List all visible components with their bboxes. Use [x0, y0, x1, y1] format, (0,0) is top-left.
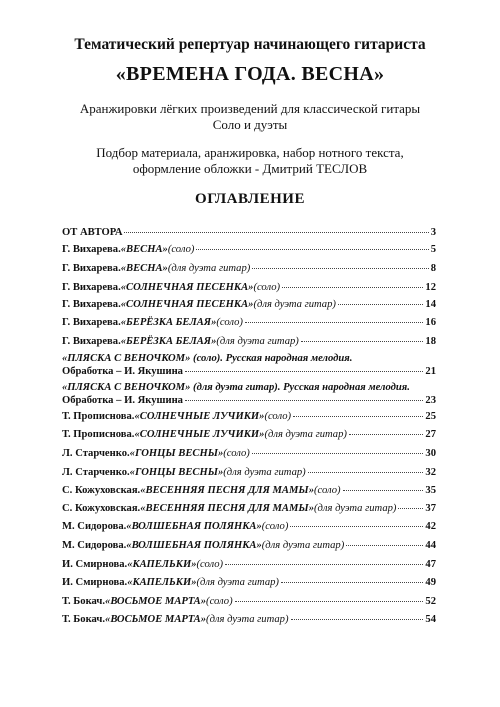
dot-leader [281, 582, 423, 583]
toc-arranger: Обработка – И. Якушина [62, 395, 183, 406]
dot-leader [185, 400, 423, 401]
dot-leader [185, 371, 423, 372]
toc-entry-line [62, 281, 436, 294]
toc-author: Г. Вихарева. [62, 244, 121, 255]
toc-entry [62, 502, 436, 515]
toc-title: «ВОСЬМОЕ МАРТА» [105, 614, 207, 625]
toc-page-number: 37 [425, 503, 436, 514]
toc-entry [62, 316, 436, 329]
toc-page-number: 49 [425, 577, 436, 588]
toc-title: «ВОЛШЕБНАЯ ПОЛЯНКА» [126, 521, 262, 532]
toc-page-number: 32 [425, 467, 436, 478]
toc-entry-line [62, 520, 436, 533]
collection-subtitle: Тематический репертуар начинающего гитариста [74, 36, 426, 53]
toc-title: «КАПЕЛЬКИ» [127, 577, 197, 588]
toc-page-number: 44 [425, 540, 436, 551]
toc-entry-line [62, 428, 436, 441]
toc-author: Т. Прописнова. [62, 429, 135, 440]
toc-page-number: 8 [430, 263, 436, 274]
toc-author: Г. Вихарева. [62, 336, 121, 347]
toc-page-number: 42 [425, 521, 436, 532]
toc-author: Т. Бокач. [62, 614, 106, 625]
toc-note: (для дуэта гитар) [264, 429, 347, 440]
toc-entry [62, 410, 436, 423]
toc-note: (соло) [253, 282, 281, 293]
dot-leader [252, 268, 428, 269]
toc-entry [62, 335, 436, 348]
toc-page-number: 30 [425, 448, 436, 459]
toc-entry-line [62, 381, 436, 394]
toc-entry-line [62, 502, 436, 515]
toc-author: Л. Старченко. [62, 467, 130, 478]
dot-leader [343, 490, 424, 491]
toc-entry-line [62, 335, 436, 348]
toc-note: (соло) [206, 596, 233, 607]
toc-entry [62, 558, 436, 571]
toc-page-number: 16 [425, 317, 436, 328]
toc-entry-line [62, 262, 436, 275]
toc-title: «ВЕСНА» [120, 244, 168, 255]
toc-note: (для дуэта гитар) [253, 299, 336, 310]
toc-page-number: 52 [425, 596, 436, 607]
toc-author: Г. Вихарева. [62, 282, 121, 293]
toc-note: (соло). Русская народная мелодия. [190, 353, 353, 364]
toc-author: С. Кожуховская. [62, 485, 141, 496]
toc-title: «БЕРЁЗКА БЕЛАЯ» [120, 336, 217, 347]
toc-note: (для дуэта гитар) [261, 540, 345, 551]
toc-entry-line [62, 595, 436, 608]
toc-note: (для дуэта гитар). Русская народная мелодия. [190, 382, 410, 393]
toc-entry [62, 352, 436, 378]
toc-entry [62, 520, 436, 533]
toc-note: (для дуэта гитар) [223, 467, 306, 478]
toc-page-number: 5 [430, 244, 436, 255]
toc-entry-line [62, 410, 436, 423]
dot-leader [346, 545, 423, 546]
toc-entry [62, 243, 436, 256]
dot-leader [349, 434, 424, 435]
toc-page-number: 54 [425, 614, 436, 625]
toc-title: «СОЛНЕЧНЫЕ ЛУЧИКИ» [134, 411, 265, 422]
toc-entry-line [62, 226, 436, 239]
toc-title: «ВОЛШЕБНАЯ ПОЛЯНКА» [126, 540, 262, 551]
toc-note: (соло) [314, 485, 341, 496]
toc-author: Л. Старченко. [62, 448, 130, 459]
toc-note: (для дуэта гитар) [167, 263, 251, 274]
toc-page-number: 3 [430, 227, 436, 238]
dot-leader [291, 619, 424, 620]
toc-page-number: 47 [425, 559, 436, 570]
toc-note: (соло) [216, 317, 243, 328]
toc-author: М. Сидорова. [62, 521, 127, 532]
toc-note: (для дуэта гитар) [314, 503, 397, 514]
book-title: «ВРЕМЕНА ГОДА. ВЕСНА» [115, 63, 385, 85]
description-line-2: Соло и дуэты [212, 117, 288, 132]
toc-title: «БЕРЁЗКА БЕЛАЯ» [120, 317, 217, 328]
toc-author: М. Сидорова. [62, 540, 127, 551]
toc-note: (для дуэта гитар) [216, 336, 299, 347]
toc-author: Т. Бокач. [62, 596, 106, 607]
toc-page-number: 25 [425, 411, 436, 422]
dot-leader [124, 232, 428, 233]
toc-entry [62, 262, 436, 275]
toc-entry [62, 281, 436, 294]
toc-author: С. Кожуховская. [62, 503, 141, 514]
toc-title: «СОЛНЕЧНАЯ ПЕСЕНКА» [120, 299, 254, 310]
toc-title: «ПЛЯСКА С ВЕНОЧКОМ» [62, 353, 191, 364]
toc-entry [62, 381, 436, 407]
dot-leader [235, 601, 424, 602]
toc-arranger: Обработка – И. Якушина [62, 366, 183, 377]
toc-page-number: 12 [425, 282, 436, 293]
toc-entry-line [62, 539, 436, 552]
toc-author: Т. Прописнова. [62, 411, 135, 422]
toc-author: И. Смирнова. [62, 577, 128, 588]
toc-title: «ГОНЦЫ ВЕСНЫ» [129, 448, 224, 459]
toc-title: «ВЕСНА» [120, 263, 168, 274]
toc-author: Г. Вихарева. [62, 299, 121, 310]
dot-leader [225, 564, 423, 565]
toc-entry-line [62, 558, 436, 571]
toc-page-number: 35 [425, 485, 436, 496]
toc-author: ОТ АВТОРА [62, 227, 123, 238]
toc-entry-line [62, 447, 436, 460]
toc-entry [62, 428, 436, 441]
dot-leader [290, 526, 423, 527]
dot-leader [301, 341, 424, 342]
toc-note: (соло) [196, 559, 224, 570]
toc-entry-line [62, 243, 436, 256]
toc-page-number: 21 [425, 366, 436, 377]
toc-page-number: 18 [425, 336, 436, 347]
toc-author: И. Смирнова. [62, 559, 128, 570]
toc-page-number: 27 [425, 429, 436, 440]
dot-leader [293, 416, 423, 417]
toc-note: (для дуэта гитар) [196, 577, 279, 588]
toc-entry-line [62, 365, 436, 378]
toc-entry [62, 595, 436, 608]
toc-note: (соло) [264, 411, 292, 422]
dot-leader [252, 453, 424, 454]
toc-entry-line [62, 394, 436, 407]
toc-title: «ВЕСЕННЯЯ ПЕСНЯ ДЛЯ МАМЫ» [140, 503, 314, 514]
toc-note: (для дуэта гитар) [206, 614, 289, 625]
toc-note: (соло) [223, 448, 250, 459]
toc-page-number: 14 [425, 299, 436, 310]
description-line-1: Аранжировки лёгких произведений для классической гитары [79, 101, 421, 116]
toc-entry-line [62, 613, 436, 626]
toc-entry-line [62, 316, 436, 329]
dot-leader [245, 322, 423, 323]
toc-entry [62, 298, 436, 311]
toc-entry [62, 539, 436, 552]
toc-entry-line [62, 484, 436, 497]
toc-entry-line [62, 466, 436, 479]
toc-title: «КАПЕЛЬКИ» [127, 559, 197, 570]
credits-line-1: Подбор материала, аранжировка, набор нотного текста, [96, 145, 404, 160]
dot-leader [398, 508, 423, 509]
toc-entry [62, 466, 436, 479]
toc-entry [62, 447, 436, 460]
toc-title: «ГОНЦЫ ВЕСНЫ» [129, 467, 224, 478]
toc-entry [62, 576, 436, 589]
toc-entry [62, 613, 436, 626]
toc-title: «ВЕСЕННЯЯ ПЕСНЯ ДЛЯ МАМЫ» [140, 485, 314, 496]
toc-heading: ОГЛАВЛЕНИЕ [195, 191, 305, 207]
toc-title: «СОЛНЕЧНЫЕ ЛУЧИКИ» [134, 429, 265, 440]
credits-line-2: оформление обложки - Дмитрий ТЕСЛОВ [132, 161, 368, 176]
toc-page-number: 23 [425, 395, 436, 406]
toc-author: Г. Вихарева. [62, 263, 121, 274]
toc-entry [62, 484, 436, 497]
toc-entry-line [62, 576, 436, 589]
toc-note: (соло) [167, 244, 195, 255]
dot-leader [308, 472, 424, 473]
dot-leader [196, 249, 428, 250]
toc-note: (соло) [261, 521, 289, 532]
toc-title: «СОЛНЕЧНАЯ ПЕСЕНКА» [120, 282, 254, 293]
dot-leader [282, 287, 423, 288]
toc-entry-line [62, 352, 436, 365]
toc-title: «ВОСЬМОЕ МАРТА» [105, 596, 207, 607]
dot-leader [338, 304, 423, 305]
toc-author: Г. Вихарева. [62, 317, 121, 328]
toc-entry [62, 226, 436, 239]
toc-entry-line [62, 298, 436, 311]
toc-title: «ПЛЯСКА С ВЕНОЧКОМ» [62, 382, 191, 393]
